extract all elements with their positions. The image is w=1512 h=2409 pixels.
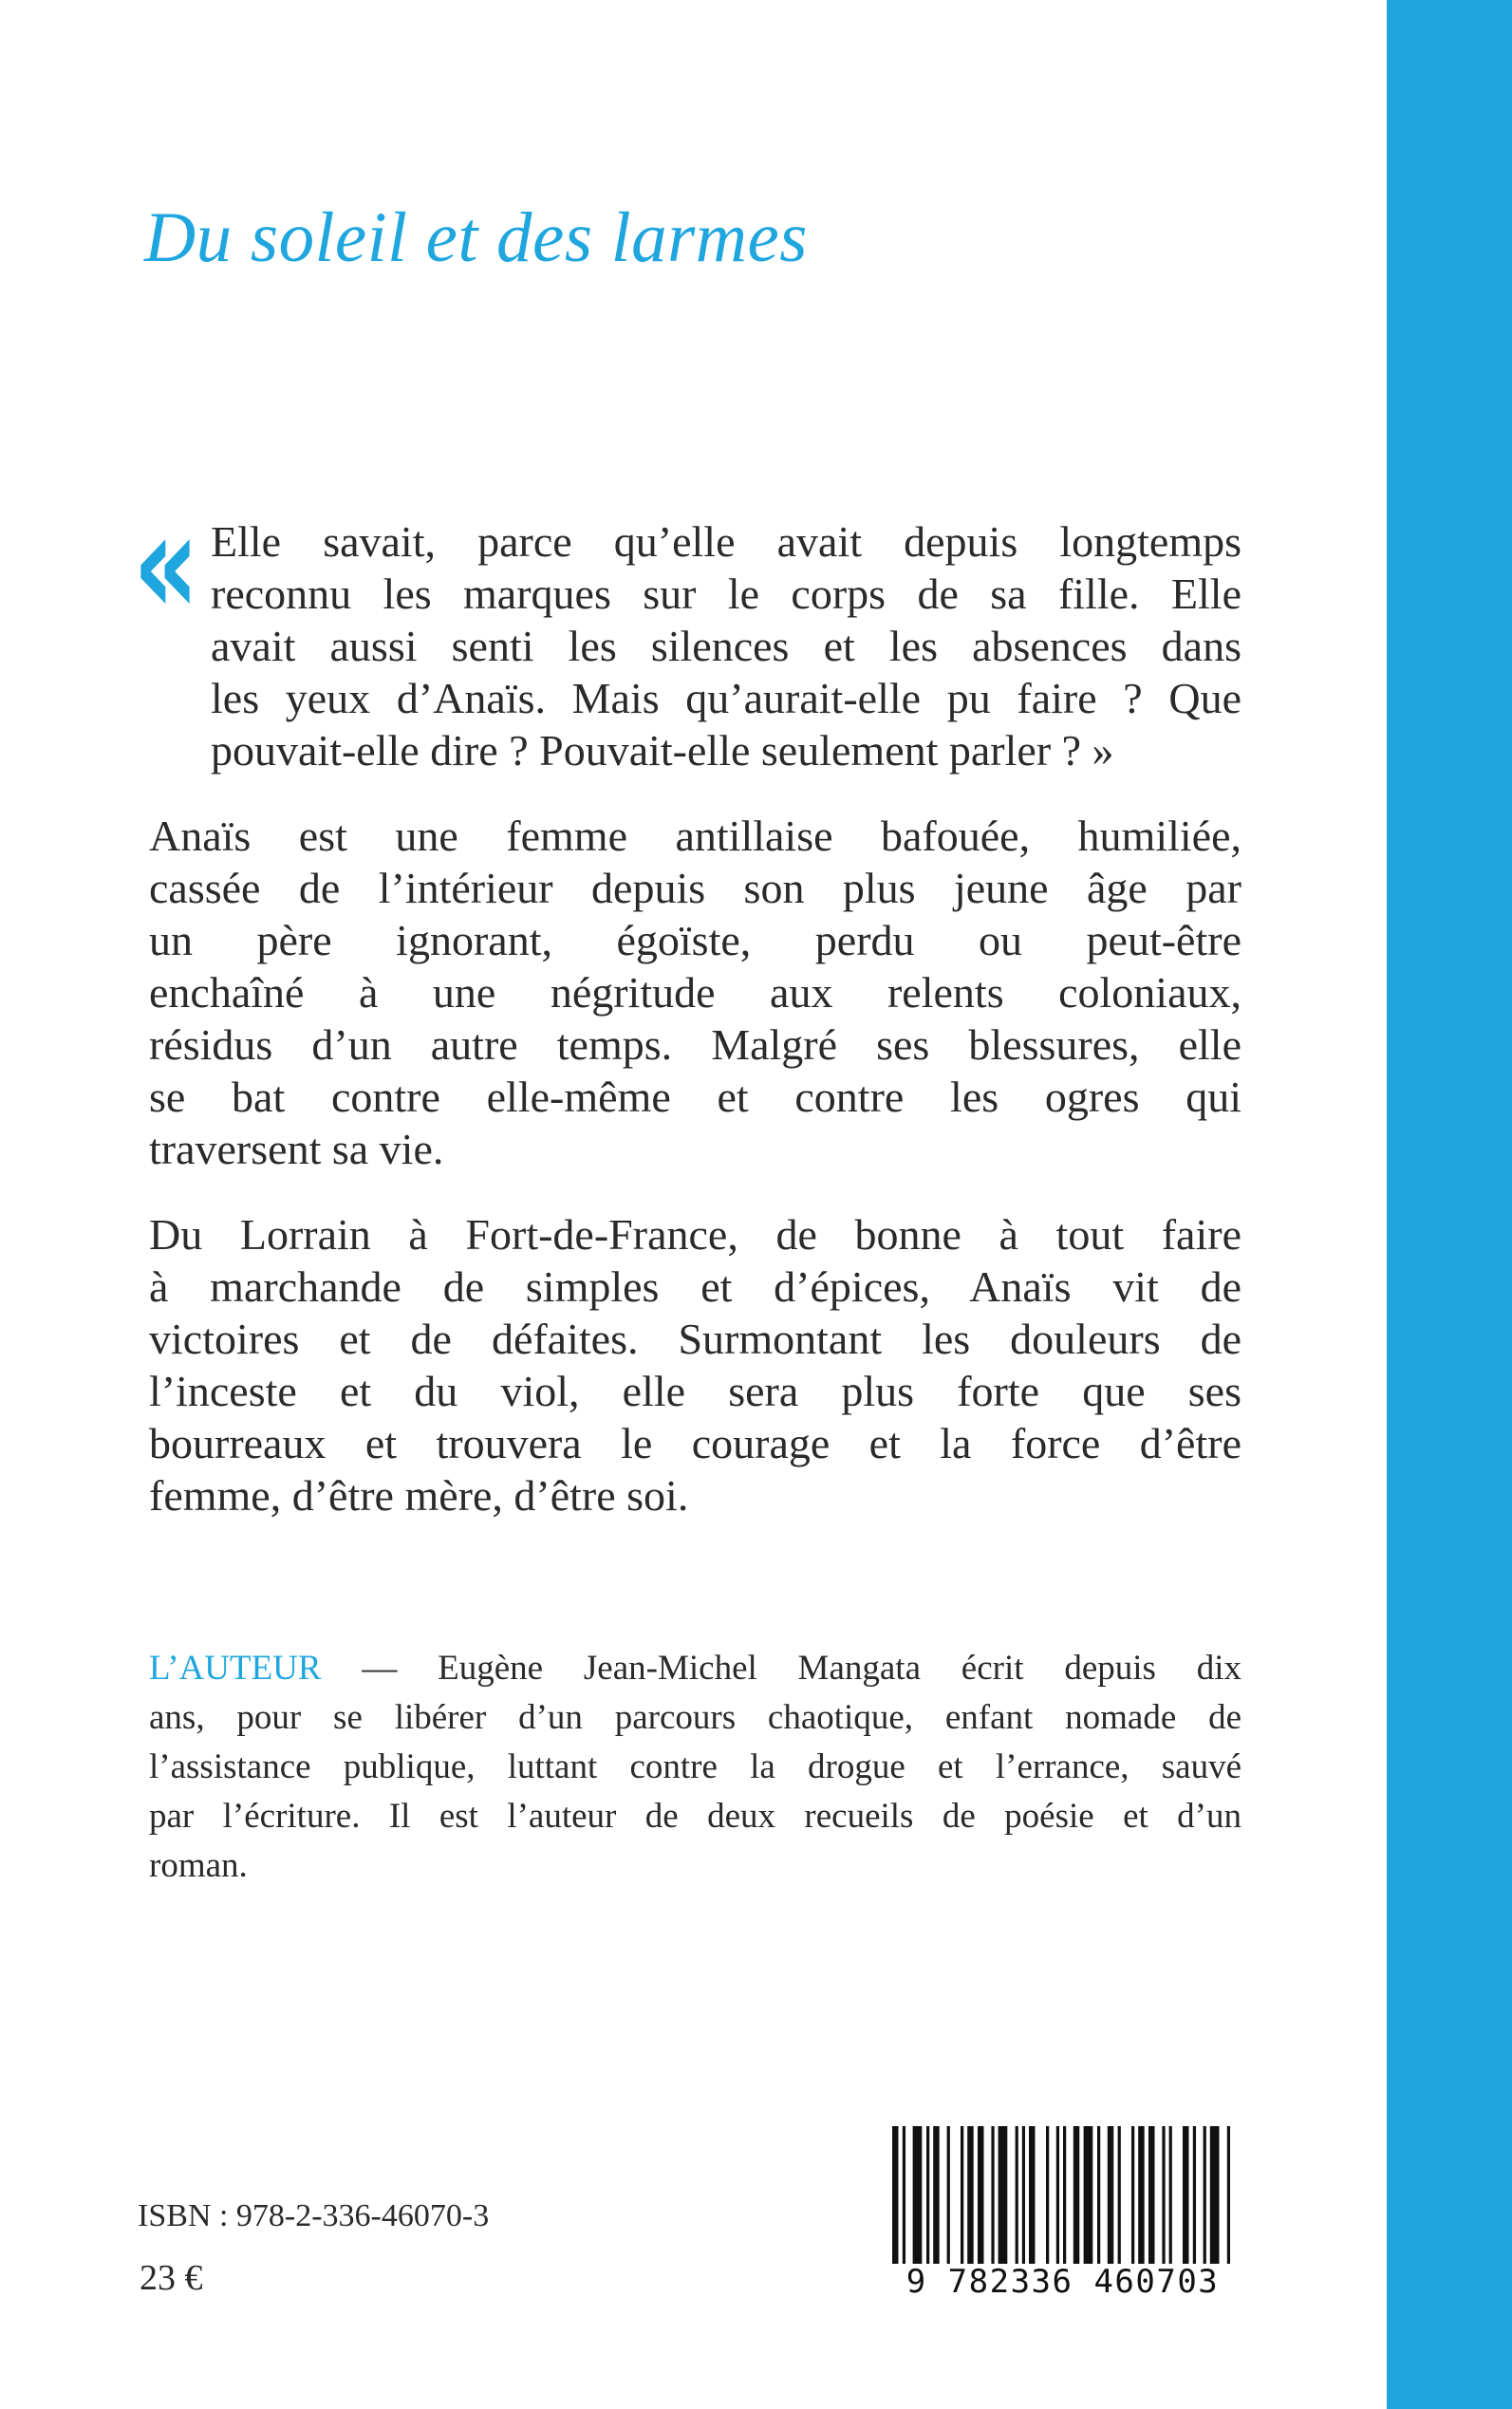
paragraph-line: résidus d’un autre temps. Malgré ses blessures, elle <box>149 1020 1241 1069</box>
barcode-bar <box>1162 2126 1165 2264</box>
paragraph-line: à marchande de simples et d’épices, Anaïs vit de <box>149 1262 1241 1311</box>
paragraph-line: Du Lorrain à Fort-de-France, de bonne à tout faire <box>149 1210 1241 1259</box>
barcode-bar <box>1193 2126 1196 2264</box>
barcode-bar <box>1097 2126 1100 2264</box>
barcode-bar <box>1056 2126 1059 2264</box>
barcode-bar <box>1084 2126 1093 2264</box>
author-bio-text: — Eugène Jean-Michel Mangata écrit depuis dix <box>321 1649 1241 1688</box>
barcode-bar <box>903 2126 905 2264</box>
paragraph-line: traversent sa vie. <box>149 1125 444 1173</box>
barcode-digits: 9 782336 460703 <box>905 2263 1220 2301</box>
quote-line: pouvait-elle dire ? Pouvait-elle seulement parler ? » <box>211 726 1114 775</box>
isbn-number: ISBN : 978-2-336-46070-3 <box>138 2198 490 2233</box>
paragraph-line: Anaïs est une femme antillaise bafouée, humiliée, <box>149 812 1241 860</box>
author-bio-line: ans, pour se libérer d’un parcours chaotique, enfant nomade de <box>149 1698 1241 1737</box>
barcode-bar <box>1131 2126 1134 2264</box>
barcode-bar <box>1204 2126 1206 2264</box>
barcode-bar <box>1029 2126 1035 2264</box>
quote-line: reconnu les marques sur le corps de sa fille. Elle <box>211 570 1241 618</box>
paragraph-line: se bat contre elle-même et contre les ogres qui <box>149 1073 1241 1121</box>
synopsis-paragraph-1 <box>149 810 1241 1175</box>
barcode-bar <box>1063 2126 1066 2264</box>
price: 23 € <box>140 2258 203 2298</box>
synopsis-paragraph-2 <box>149 1208 1241 1522</box>
quote-line: Elle savait, parce qu’elle avait depuis longtemps <box>211 517 1241 566</box>
barcode-bar <box>1183 2126 1188 2264</box>
author-bio-line: par l’écriture. Il est l’auteur de deux recueils de poésie et d’un <box>149 1797 1241 1836</box>
author-label: L’AUTEUR <box>149 1649 322 1688</box>
paragraph-line: femme, d’être mère, d’être soi. <box>149 1471 689 1520</box>
barcode-bar <box>999 2126 1008 2264</box>
barcode-bar <box>913 2126 923 2264</box>
barcode-bar <box>892 2126 898 2264</box>
barcode-bar <box>1138 2126 1144 2264</box>
book-title: Du soleil et des larmes <box>144 198 808 277</box>
paragraph-line: victoires et de défaites. Surmontant les douleurs de <box>149 1315 1241 1363</box>
side-color-band <box>1387 0 1512 2409</box>
author-bio-line <box>149 1644 1241 1693</box>
excerpt-quote <box>211 515 1241 776</box>
barcode-bar <box>1169 2126 1172 2264</box>
barcode-bar <box>926 2126 929 2264</box>
barcode-bar <box>1016 2126 1018 2264</box>
barcode-bar <box>1210 2126 1220 2264</box>
paragraph-line: bourreaux et trouvera le courage et la force d’être <box>149 1419 1241 1467</box>
paragraph-line: un père ignorant, égoïste, perdu ou peut-être <box>149 916 1241 964</box>
barcode-bar <box>947 2126 950 2264</box>
barcode-bar <box>1148 2126 1154 2264</box>
barcode-bar <box>1046 2126 1049 2264</box>
author-bio <box>149 1644 1241 1891</box>
barcode-bar <box>991 2126 994 2264</box>
author-bio-line: l’assistance publique, luttant contre la drogue et l’errance, sauvé <box>149 1747 1241 1786</box>
barcode-bar <box>961 2126 963 2264</box>
quote-line: les yeux d’Anaïs. Mais qu’aurait-elle pu faire ? Que <box>211 674 1241 722</box>
author-bio-line: roman. <box>149 1846 248 1885</box>
paragraph-line: enchaîné à une négritude aux relents coloniaux, <box>149 968 1241 1017</box>
barcode-bar <box>967 2126 973 2264</box>
barcode-bar <box>1227 2126 1230 2264</box>
barcode-bar <box>1118 2126 1121 2264</box>
barcode-bar <box>1073 2126 1079 2264</box>
quote-line: avait aussi senti les silences et les absences dans <box>211 622 1241 670</box>
barcode-bar <box>1022 2126 1025 2264</box>
paragraph-line: cassée de l’intérieur depuis son plus jeune âge par <box>149 864 1241 912</box>
opening-quote-mark: « <box>133 482 199 647</box>
barcode-bar <box>1108 2126 1113 2264</box>
barcode-bar <box>978 2126 983 2264</box>
barcode-bar <box>933 2126 939 2264</box>
paragraph-line: l’inceste et du viol, elle sera plus forte que ses <box>149 1367 1241 1415</box>
barcode-bars <box>885 2126 1241 2264</box>
